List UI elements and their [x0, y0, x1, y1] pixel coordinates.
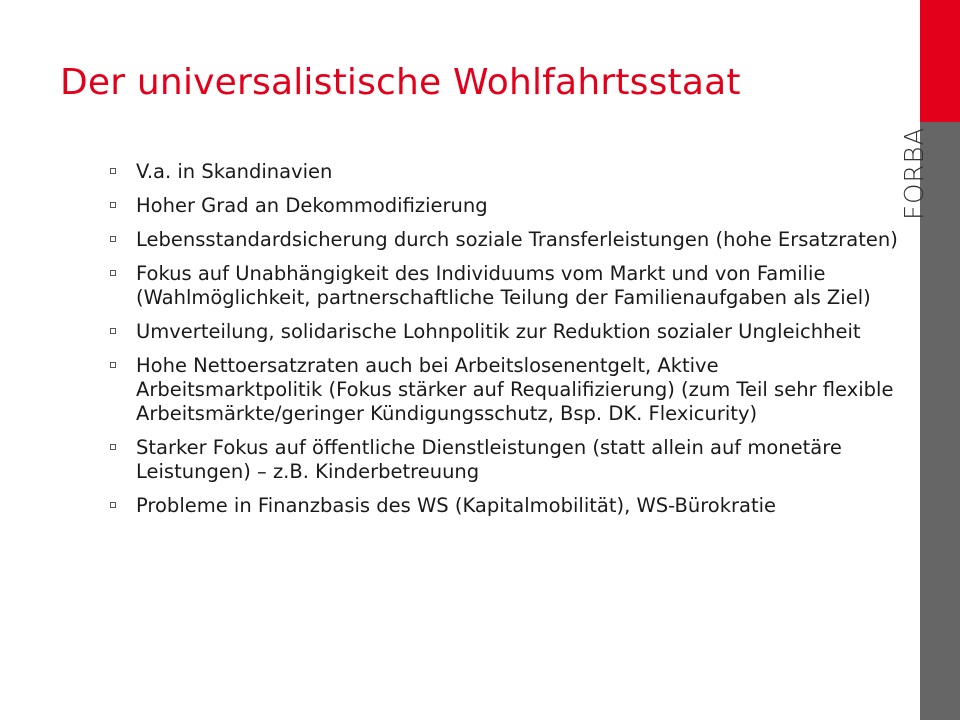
forba-logo: FORBA [900, 126, 930, 220]
bullet-item [108, 320, 898, 344]
bullet-square-icon [110, 168, 116, 174]
bullet-text: Fokus auf Unabhängigkeit des Individuums vom Markt und von Familie (Wahlmöglichkeit, partnerschaftliche Teilung der Familienaufgaben als Ziel) [136, 262, 871, 309]
bullet-list [108, 160, 898, 528]
bullet-item [108, 494, 898, 518]
bullet-text: Hohe Nettoersatzraten auch bei Arbeitslosenentgelt, Aktive Arbeitsmarktpolitik (Fokus stärker auf Requalifizierung) (zum Teil sehr flexible Arbeitsmärkte/geringer Kündigungsschutz, Bsp. DK. Flexicurity) [136, 354, 894, 425]
bullet-item [108, 228, 898, 252]
bullet-text: Umverteilung, solidarische Lohnpolitik zur Reduktion sozialer Ungleichheit [136, 320, 861, 343]
bullet-item [108, 160, 898, 184]
bullet-item [108, 354, 898, 426]
bullet-item [108, 436, 898, 484]
bullet-square-icon [110, 328, 116, 334]
bullet-square-icon [110, 444, 116, 450]
bullet-square-icon [110, 502, 116, 508]
side-bar [920, 0, 960, 720]
bullet-square-icon [110, 270, 116, 276]
slide-title: Der universalistische Wohlfahrtsstaat [60, 62, 741, 103]
bullet-square-icon [110, 236, 116, 242]
bullet-item [108, 194, 898, 218]
bullet-text: Probleme in Finanzbasis des WS (Kapitalmobilität), WS-Bürokratie [136, 494, 777, 517]
bullet-text: V.a. in Skandinavien [136, 160, 333, 183]
bullet-text: Hoher Grad an Dekommodifizierung [136, 194, 488, 217]
bullet-square-icon [110, 362, 116, 368]
side-bar-accent [920, 0, 960, 122]
bullet-square-icon [110, 202, 116, 208]
bullet-item [108, 262, 898, 310]
bullet-text: Lebensstandardsicherung durch soziale Transferleistungen (hohe Ersatzraten) [136, 228, 898, 251]
bullet-text: Starker Fokus auf öffentliche Dienstleistungen (statt allein auf monetäre Leistungen) – z.B. Kinderbetreuung [136, 436, 842, 483]
